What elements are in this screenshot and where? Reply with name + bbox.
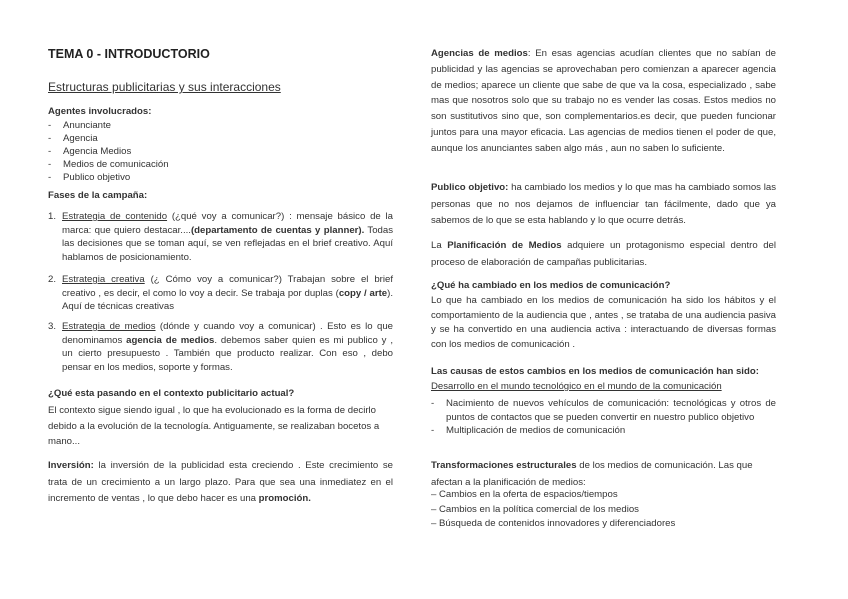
publico-text: ha cambiado los medios y lo que mas ha cambiado somos las personas que no nos dejamos de influenciar tan fácilmente, dado que ya sabemos de lo que se esta hablando y lo que ocurre detrás. [431, 182, 776, 226]
context-paragraph: El contexto sigue siendo igual , lo que ha evolucionado es la forma de decirlo debido a la evolución de la tecnología. Antiguamente, se realizaban bocetos a mano... [48, 405, 380, 447]
publico-paragraph [431, 180, 776, 230]
page-title: TEMA 0 - INTRODUCTORIO [48, 47, 210, 61]
plan-text: La [431, 240, 448, 251]
list-item: - Nacimiento de nuevos vehículos de comunicación: tecnológicas y otros de puntos de contactos que se pueden convertir en nuestro publico objetivo [431, 397, 776, 424]
list-item: – Cambios en la política comercial de los medios [431, 503, 639, 515]
phase-term: Estrategia de contenido [62, 211, 168, 222]
list-item: - Agencia [48, 132, 393, 145]
phases-list [48, 210, 393, 264]
transformaciones-list [431, 488, 776, 532]
phase-text: (dónde y cuando voy a comunicar) . Esto es lo que denominamos [62, 321, 393, 346]
transf-text: de los medios de comunicación. Las que afectan a la planificación de medios: [431, 460, 753, 488]
section-subtitle: Estructuras publicitarias y sus interacciones [48, 80, 281, 94]
causas-subheading: Desarrollo en el mundo tecnológico en el mundo de la comunicación [431, 381, 722, 392]
inversion-paragraph [48, 458, 393, 508]
plan-bold: Planificación de Medios [447, 240, 562, 251]
agencias-label: Agencias de medios [431, 48, 528, 59]
phase-item [48, 210, 393, 264]
agents-heading: Agentes involucrados: [48, 106, 152, 117]
list-item: - Publico objetivo [48, 171, 393, 184]
causas-heading: Las causas de estos cambios en los medios de comunicación han sido: [431, 366, 759, 377]
phases-heading: Fases de la campaña: [48, 190, 148, 201]
phase-text: (¿qué voy a comunicar?) : mensaje básico de la marca: que quiero destacar.... [62, 211, 393, 236]
phase-text: Todas las decisiones que se toman aquí, se ven reflejadas en el brief creativo. Aquí hablamos de posicionamiento. [62, 224, 394, 263]
transformaciones-paragraph [431, 458, 776, 491]
list-item: – Cambios en la oferta de espacios/tiempos [431, 489, 618, 500]
phase-number: 1. [48, 211, 57, 222]
cambios-paragraph: Lo que ha cambiado en los medios de comunicación ha sido los hábitos y el comportamiento de la audiencia que , antes , se trataba de una audiencia pasiva y se ha convertido en una audiencia activa : interactuando de diversas formas con los medios de comunicación . [431, 295, 776, 350]
agents-list [48, 119, 393, 184]
inversion-text: la inversión de la publicidad esta creciendo . Este crecimiento se trata de un crecimiento a un largo plazo. Para que sea una inmediatez en el incremento de ventas , lo que debo hacer es una [48, 460, 393, 504]
agencias-text: : En esas agencias acudían clientes que no sabían de publicidad y las agencias se aprovechaban pero comienzan a aparecer agencia de medios; aparece un cliente que sabe de que va la cosa, especializado , sabe mas que nosotros solo que su trabajo no es vender las cosas. Estos medios no son sustitutivos sino que, son complementarios.es decir, que pueden funcionar juntos para una mayor eficacia. Las agencias de medios tienen el poder de que, aunque los anunciantes saben algo más , aun no saben lo suficiente. [431, 48, 776, 154]
cambios-heading: ¿Qué ha cambiado en los medios de comunicación? [431, 280, 671, 291]
causas-list [431, 397, 776, 438]
phase-text: . debemos saber quien es mi publico y , un cierto presupuesto . También que producto realizar. Con eso , debo pensar en los medios, soporte y formas. [62, 334, 393, 373]
phase-number: 3. [48, 321, 57, 332]
phase-text: ). Aquí de técnicas creativas [62, 287, 393, 313]
phase-item [48, 273, 393, 314]
transf-label: Transformaciones estructurales [431, 460, 577, 471]
inversion-bold: promoción. [258, 493, 311, 504]
phases-list [48, 320, 393, 374]
list-item: - Anunciante [48, 119, 393, 132]
phases-list [48, 273, 393, 314]
phase-bold: agencia de medios [126, 334, 215, 346]
phase-term: Estrategia creativa [62, 274, 145, 285]
phase-bold: (departamento de cuentas y planner). [190, 224, 365, 236]
plan-text: adquiere un protagonismo especial dentro del proceso de elaboración de campañas publicitarias. [431, 240, 776, 268]
phase-item [48, 320, 393, 374]
phase-text: (¿ Cómo voy a comunicar?) Trabajan sobre el brief creativo , es decir, el como lo voy a decir. Se trabaja por duplas ( [62, 274, 394, 299]
inversion-label: Inversión: [48, 460, 94, 471]
context-heading: ¿Qué esta pasando en el contexto publicitario actual? [48, 388, 295, 399]
list-item: – Búsqueda de contenidos innovadores y diferenciadores [431, 518, 676, 529]
list-item: - Agencia Medios [48, 145, 393, 158]
phase-term: Estrategia de medios [62, 321, 156, 332]
list-item: - Multiplicación de medios de comunicación [431, 424, 776, 438]
phase-bold: copy / arte [338, 287, 388, 299]
planificacion-paragraph [431, 238, 776, 271]
publico-label: Publico objetivo: [431, 182, 509, 193]
list-item: - Medios de comunicación [48, 158, 393, 171]
agencias-paragraph [431, 46, 776, 157]
phase-number: 2. [48, 274, 57, 285]
